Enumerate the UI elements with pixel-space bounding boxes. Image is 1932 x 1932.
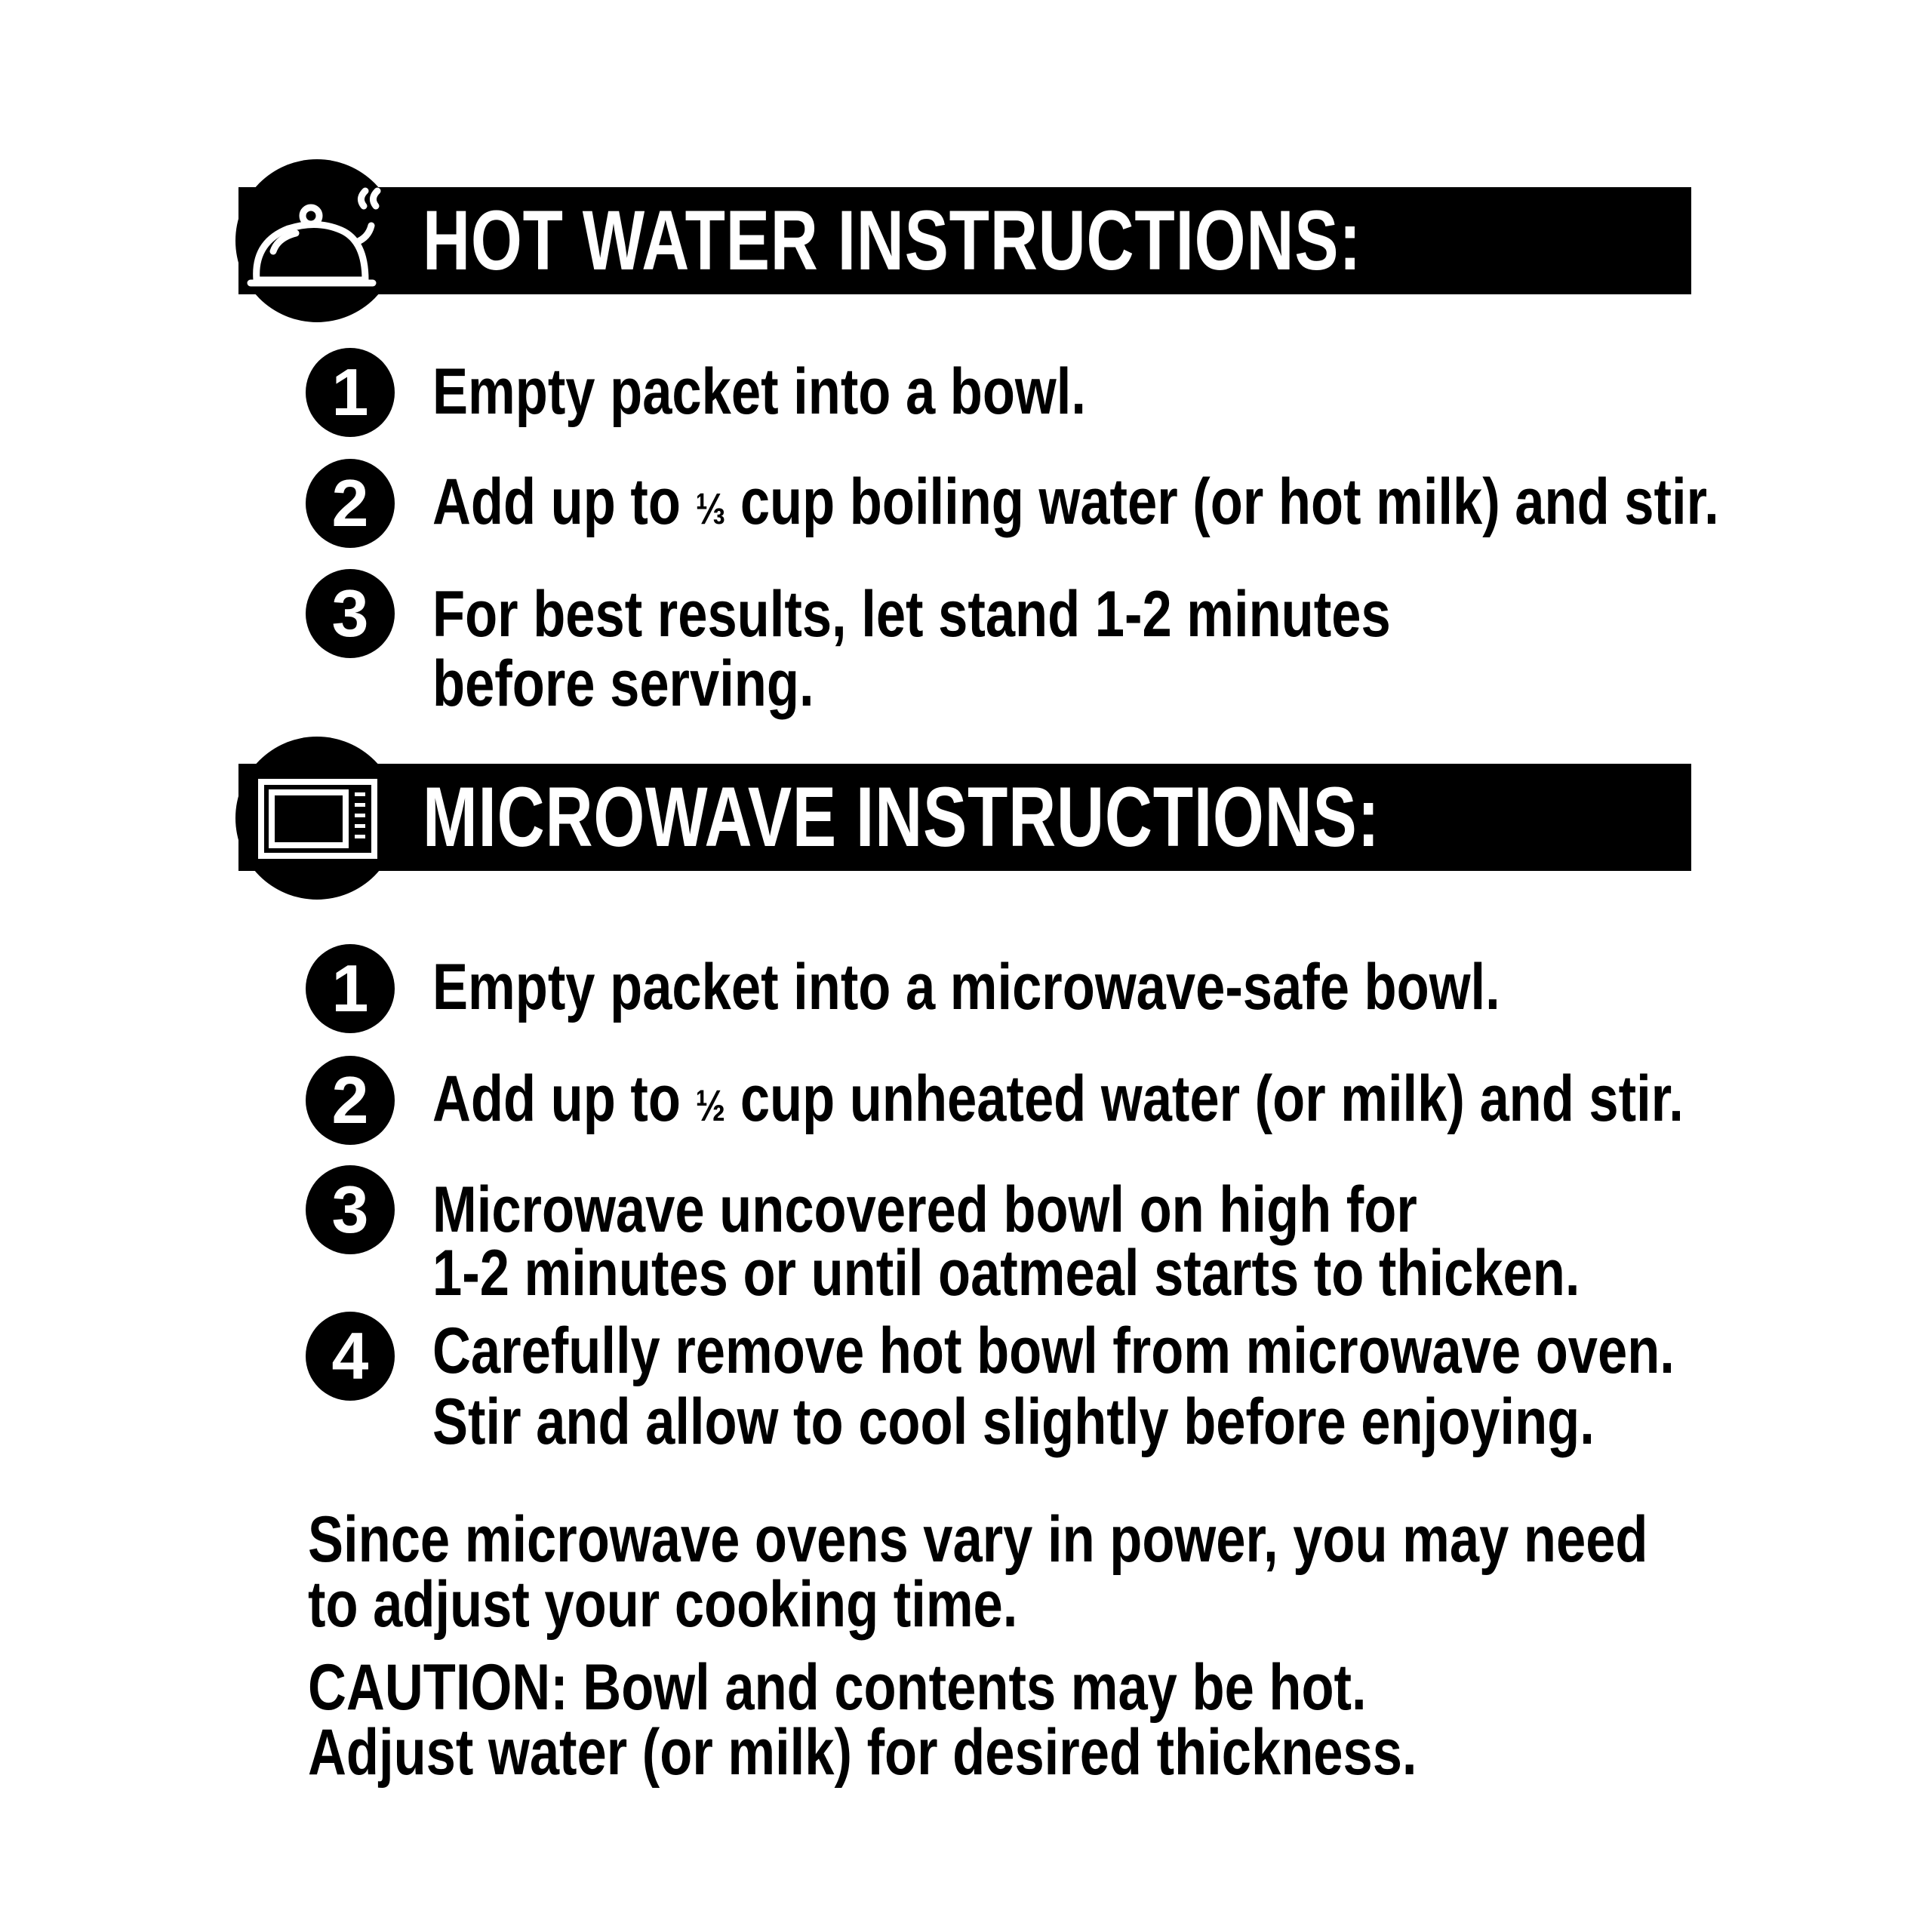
- hot-water-step-3-badge: 3: [306, 569, 395, 658]
- microwave-step-2-text: Add up to ½ cup unheated water (or milk) and stir.: [432, 1063, 1684, 1135]
- thickness-note: Adjust water (or milk) for desired thickness.: [308, 1716, 1417, 1789]
- power-note-line-2: to adjust your cooking time.: [308, 1568, 1018, 1641]
- power-note-line-1: Since microwave ovens vary in power, you may need: [308, 1503, 1648, 1576]
- hot-water-step-1-badge: 1: [306, 348, 395, 437]
- hot-water-step-2-badge: 2: [306, 459, 395, 548]
- hot-water-step-3-line-1: For best results, let stand 1-2 minutes: [432, 578, 1391, 651]
- microwave-step-3-line-2: 1-2 minutes or until oatmeal starts to thicken.: [432, 1237, 1580, 1309]
- microwave-step-4-line-2: Stir and allow to cool slightly before enjoying.: [432, 1386, 1595, 1458]
- microwave-step-1-text: Empty packet into a microwave-safe bowl.: [432, 951, 1500, 1023]
- caution-note: CAUTION: Bowl and contents may be hot.: [308, 1651, 1367, 1724]
- microwave-title: MICROWAVE INSTRUCTIONS:: [423, 770, 1380, 864]
- fraction-one-third: ⅓: [695, 485, 726, 534]
- hot-water-step-2-text: Add up to ⅓ cup boiling water (or hot milk) and stir.: [432, 466, 1719, 538]
- microwave-step-4-badge: 4: [306, 1312, 395, 1401]
- kettle-icon: [235, 159, 398, 322]
- hot-water-icon-circle: [235, 159, 398, 322]
- microwave-step-2-badge: 2: [306, 1056, 395, 1145]
- hot-water-step-3-line-2: before serving.: [432, 648, 814, 720]
- microwave-step-1-badge: 1: [306, 944, 395, 1033]
- fraction-one-half: ½: [695, 1081, 726, 1131]
- hot-water-title: HOT WATER INSTRUCTIONS:: [423, 193, 1362, 288]
- hot-water-step-1-text: Empty packet into a bowl.: [432, 355, 1086, 428]
- microwave-step-4-line-1: Carefully remove hot bowl from microwave oven.: [432, 1315, 1675, 1387]
- microwave-icon-circle: [235, 737, 398, 900]
- microwave-step-3-badge: 3: [306, 1165, 395, 1254]
- microwave-step-3-line-1: Microwave uncovered bowl on high for: [432, 1174, 1417, 1246]
- microwave-icon: [235, 737, 398, 900]
